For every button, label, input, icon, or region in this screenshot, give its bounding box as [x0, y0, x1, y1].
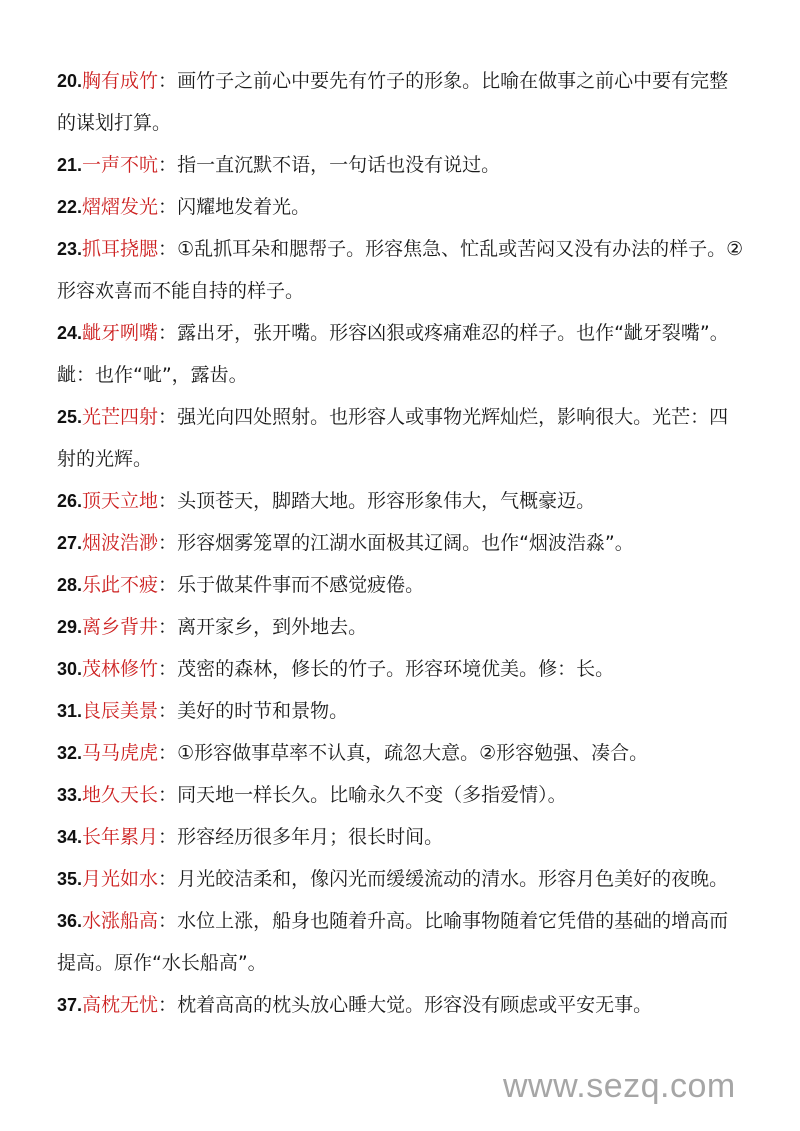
watermark-text: www.sezq.com: [503, 1067, 736, 1105]
idiom-entry: [57, 228, 747, 312]
separator: ：: [158, 490, 178, 512]
entry-number: 30.: [57, 659, 83, 679]
separator: ：: [158, 154, 178, 176]
idiom-term: 顶天立地: [82, 490, 159, 512]
entry-number: 26.: [57, 491, 83, 511]
idiom-definition: 同天地一样长久。比喻永久不变（多指爱情）。: [177, 784, 567, 806]
entry-number: 24.: [57, 323, 83, 343]
idiom-definition: 形容烟雾笼罩的江湖水面极其辽阔。也作“烟波浩淼”。: [177, 532, 634, 554]
entry-number: 23.: [57, 239, 83, 259]
idiom-definition: 茂密的森林，修长的竹子。形容环境优美。修：长。: [177, 658, 615, 680]
idiom-entry: [57, 648, 747, 690]
idiom-definition: 指一直沉默不语，一句话也没有说过。: [177, 154, 501, 176]
idiom-definition: 美好的时节和景物。: [177, 700, 349, 722]
separator: ：: [158, 658, 178, 680]
entry-number: 27.: [57, 533, 83, 553]
separator: ：: [158, 322, 178, 344]
idiom-term: 月光如水: [82, 868, 159, 890]
idiom-entry: [57, 522, 747, 564]
idiom-term: 乐此不疲: [82, 574, 159, 596]
idiom-entry: [57, 774, 747, 816]
separator: ：: [158, 994, 178, 1016]
idiom-definition: 乐于做某件事而不感觉疲倦。: [177, 574, 425, 596]
idiom-entry: [57, 312, 747, 396]
idiom-entry: [57, 564, 747, 606]
separator: ：: [158, 742, 178, 764]
idiom-term: 抓耳挠腮: [82, 238, 159, 260]
entry-number: 28.: [57, 575, 83, 595]
entry-number: 20.: [57, 71, 83, 91]
idiom-definition: 头顶苍天，脚踏大地。形容形象伟大，气概豪迈。: [177, 490, 596, 512]
separator: ：: [158, 406, 178, 428]
idiom-list: [57, 60, 747, 1026]
entry-number: 35.: [57, 869, 83, 889]
entry-number: 37.: [57, 995, 83, 1015]
idiom-term: 地久天长: [82, 784, 159, 806]
idiom-entry: [57, 816, 747, 858]
separator: ：: [158, 868, 178, 890]
idiom-definition: 离开家乡，到外地去。: [177, 616, 368, 638]
separator: ：: [158, 700, 178, 722]
idiom-definition: 形容经历很多年月；很长时间。: [177, 826, 444, 848]
idiom-definition: 水位上涨，船身也随着升高。比喻事物随着它凭借的基础的增高而提高。原作“水长船高”。: [57, 910, 729, 974]
idiom-term: 烟波浩渺: [82, 532, 159, 554]
separator: ：: [158, 910, 178, 932]
idiom-definition: 枕着高高的枕头放心睡大觉。形容没有顾虑或平安无事。: [177, 994, 653, 1016]
idiom-definition: 月光皎洁柔和，像闪光而缓缓流动的清水。形容月色美好的夜晚。: [177, 868, 729, 890]
idiom-term: 水涨船高: [82, 910, 159, 932]
entry-number: 32.: [57, 743, 83, 763]
separator: ：: [158, 532, 178, 554]
separator: ：: [158, 70, 178, 92]
entry-number: 25.: [57, 407, 83, 427]
idiom-term: 一声不吭: [82, 154, 159, 176]
idiom-term: 良辰美景: [82, 700, 159, 722]
entry-number: 34.: [57, 827, 83, 847]
separator: ：: [158, 826, 178, 848]
idiom-definition: 画竹子之前心中要先有竹子的形象。比喻在做事之前心中要有完整的谋划打算。: [57, 70, 729, 134]
separator: ：: [158, 616, 178, 638]
idiom-definition: ①形容做事草率不认真，疏忽大意。②形容勉强、凑合。: [177, 742, 649, 764]
entry-number: 36.: [57, 911, 83, 931]
idiom-term: 高枕无忧: [82, 994, 159, 1016]
entry-number: 29.: [57, 617, 83, 637]
idiom-entry: [57, 732, 747, 774]
idiom-term: 马马虎虎: [82, 742, 159, 764]
entry-number: 31.: [57, 701, 83, 721]
idiom-entry: [57, 900, 747, 984]
idiom-entry: [57, 984, 747, 1026]
idiom-entry: [57, 396, 747, 480]
idiom-entry: [57, 480, 747, 522]
idiom-term: 光芒四射: [82, 406, 159, 428]
idiom-term: 长年累月: [82, 826, 159, 848]
idiom-term: 茂林修竹: [82, 658, 159, 680]
idiom-entry: [57, 690, 747, 732]
idiom-term: 胸有成竹: [82, 70, 159, 92]
entry-number: 33.: [57, 785, 83, 805]
idiom-term: 离乡背井: [82, 616, 159, 638]
separator: ：: [158, 238, 178, 260]
idiom-definition: ①乱抓耳朵和腮帮子。形容焦急、忙乱或苦闷又没有办法的样子。②形容欢喜而不能自持的样子。: [57, 238, 744, 302]
idiom-definition: 闪耀地发着光。: [177, 196, 311, 218]
idiom-term: 龇牙咧嘴: [82, 322, 159, 344]
idiom-definition: 强光向四处照射。也形容人或事物光辉灿烂，影响很大。光芒：四射的光辉。: [57, 406, 729, 470]
separator: ：: [158, 784, 178, 806]
entry-number: 21.: [57, 155, 83, 175]
idiom-entry: [57, 606, 747, 648]
idiom-definition: 露出牙，张开嘴。形容凶狠或疼痛难忍的样子。也作“龇牙裂嘴”。龇：也作“呲”，露齿。: [57, 322, 729, 386]
separator: ：: [158, 574, 178, 596]
entry-number: 22.: [57, 197, 83, 217]
idiom-term: 熠熠发光: [82, 196, 159, 218]
idiom-entry: [57, 60, 747, 144]
idiom-entry: [57, 858, 747, 900]
idiom-entry: [57, 144, 747, 186]
separator: ：: [158, 196, 178, 218]
idiom-entry: [57, 186, 747, 228]
